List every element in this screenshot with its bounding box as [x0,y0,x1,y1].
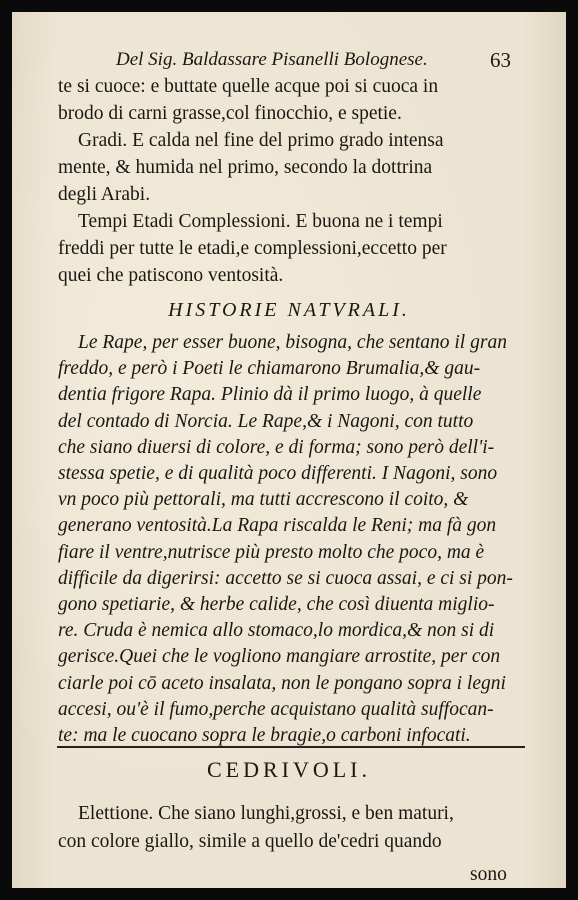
text-line: quei che patiscono ventosità. [58,265,284,286]
section-heading: HISTORIE NATVRALI. [168,299,410,321]
text-line: freddi per tutte le etadi,e complessioni,eccetto per [58,238,447,259]
text-line: che siano diuersi di colore, e di forma; sono però dell'i- [58,436,495,458]
text-line: te: ma le cuocano sopra le bragie,o carboni infocati. [58,725,471,746]
text-line: dentia frigore Rapa. Plinio dà il primo luogo, à quelle [58,384,482,406]
running-title: Del Sig. Baldassare Pisanelli Bolognese. [116,49,428,70]
text-line: con colore giallo, simile a quello de'cedri quando [58,831,442,852]
catchword: sono [470,864,507,885]
book-page [12,12,566,888]
section-divider [57,746,525,748]
section-heading: CEDRIVOLI. [206,757,372,782]
text-line: ciarle poi cō aceto insalata, non le pongano sopra i legni [58,672,506,694]
text-line: accesi, ou'è il fumo,perche acquistano qualità suffocan- [58,698,494,720]
text-line: Le Rape, per esser buone, bisogna, che sentano il gran [78,332,507,353]
text-line: generano ventosità.La Rapa riscalda le Reni; ma fà gon [58,515,497,537]
text-line: gono spetiarie, & herbe calide, che così diuenta miglio- [58,594,495,615]
text-line: mente, & humida nel primo, secondo la dottrina [58,157,433,178]
text-line: freddo, e però i Poeti le chiamarono Brumalia,& gau- [58,358,481,380]
page-number: 63 [490,48,511,72]
text-line: te si cuoce: e buttate quelle acque poi si cuoca in [58,76,439,97]
text-line: difficile da digerirsi: accetto se si cuoca assai, e ci si pon- [58,567,513,589]
text-line: Tempi Etadi Complessioni. E buona ne i tempi [78,211,443,232]
text-line: degli Arabi. [58,184,151,205]
text-line: del contado di Norcia. Le Rape,& i Nagoni, con tutto [58,410,474,432]
text-line: Elettione. Che siano lunghi,grossi, e ben maturi, [78,803,454,824]
text-line: re. Cruda è nemica allo stomaco,lo mordica,& non si di [58,620,495,642]
text-line: stessa spetie, e di qualità poco differenti. I Nagoni, sono [58,463,498,484]
text-line: fiare il ventre,nutrisce più presto molto che poco, ma è [58,541,485,563]
text-line: vn poco più pettorali, ma tutti accrescono il coito, & [58,489,469,511]
text-line: gerisce.Quei che le vogliono mangiare arrostite, per con [58,646,501,668]
text-line: Gradi. E calda nel fine del primo grado intensa [78,130,444,151]
text-line: brodo di carni grasse,col finocchio, e spetie. [58,103,402,124]
